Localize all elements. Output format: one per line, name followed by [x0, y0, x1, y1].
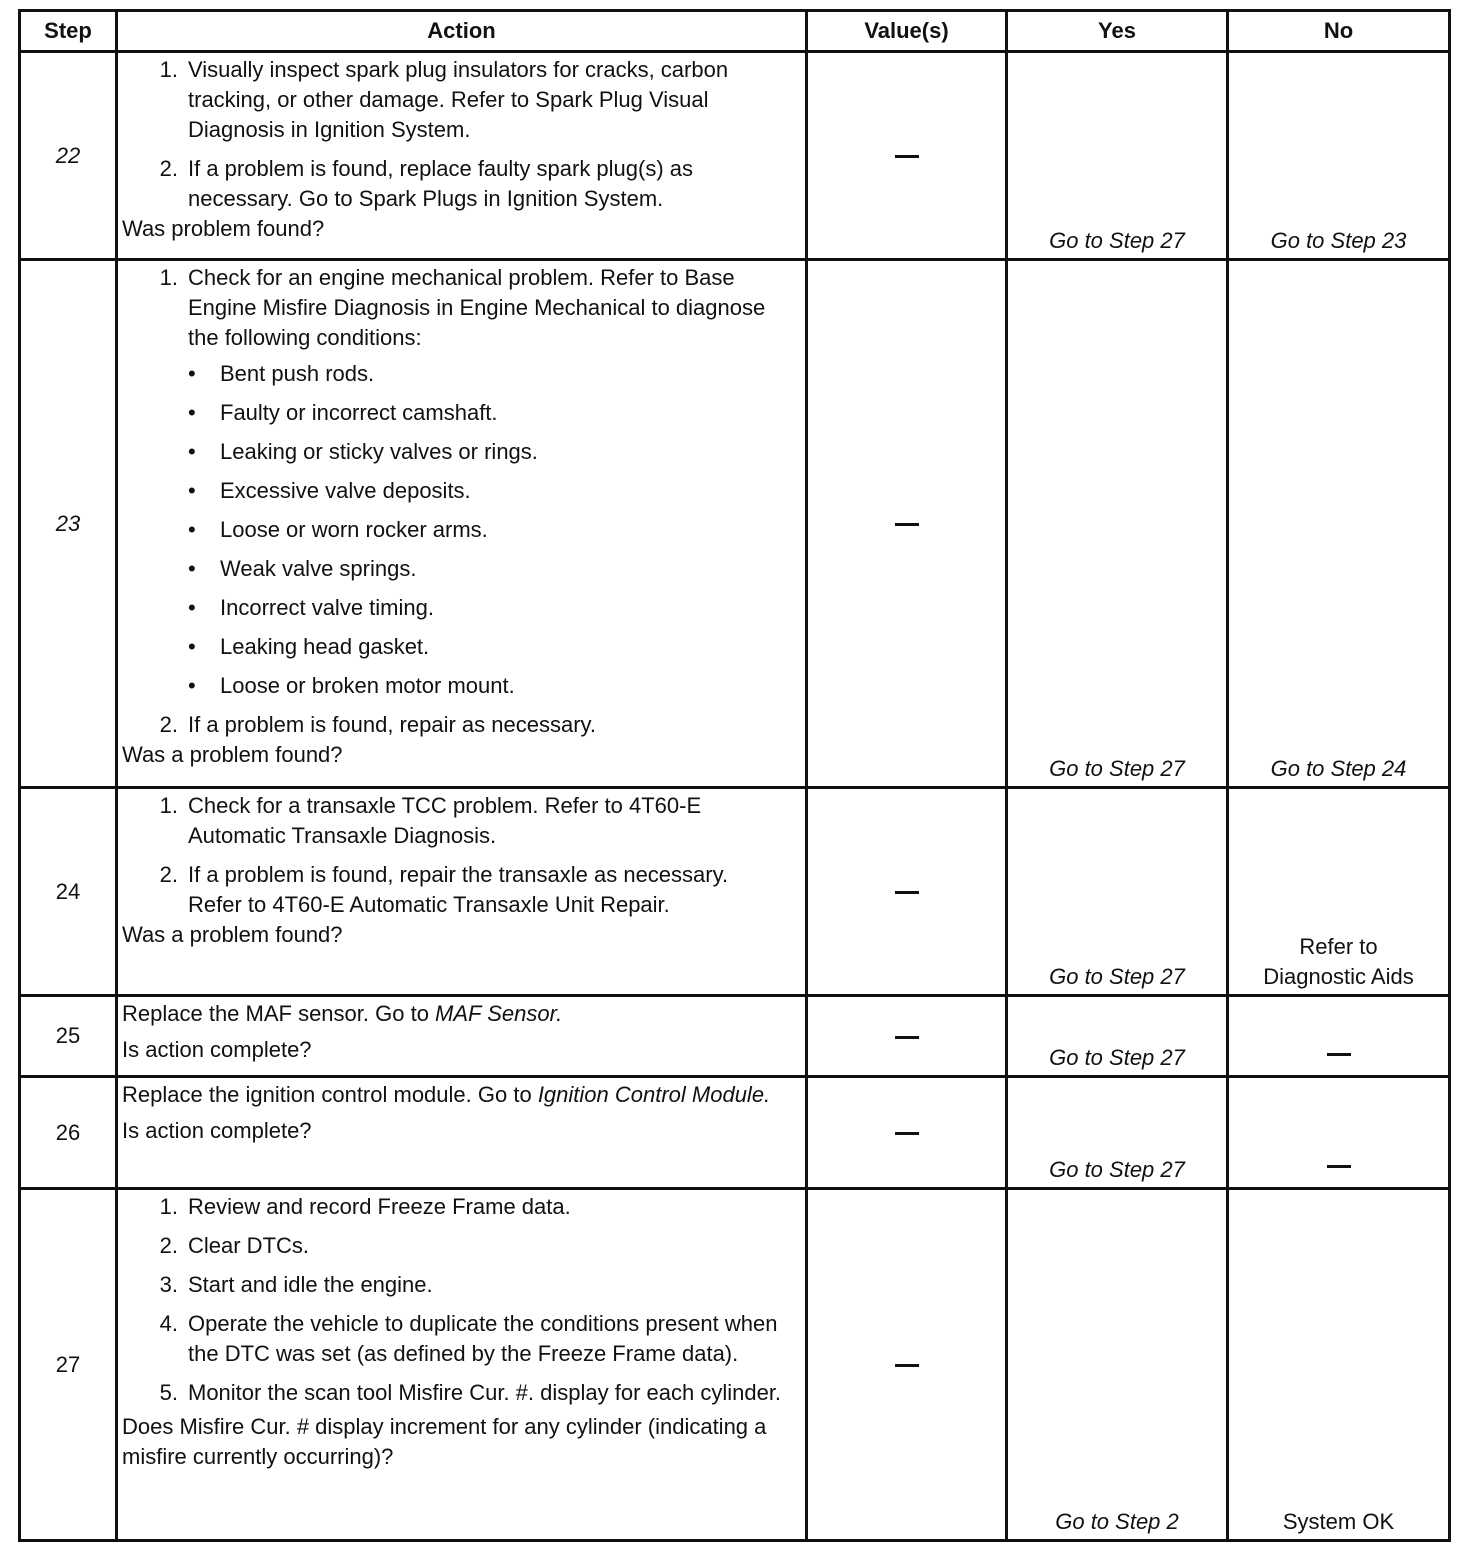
- value-cell: [807, 260, 1007, 788]
- table-row: [20, 996, 1450, 1077]
- step-text: Visually inspect spark plug insulators for cracks, carbon tracking, or other damage. Refer to Spark Plug Visual Diagnosis in Ignition System.: [188, 57, 729, 142]
- action-step: [122, 1231, 793, 1261]
- step-num: 1.: [159, 57, 178, 82]
- step-text-main: Check for an engine mechanical problem. Refer to Base Engine Misfire Diagnosis in Engine Mechanical to diagnose the following conditions:: [188, 265, 766, 350]
- step-text: If a problem is found, repair as necessary.: [188, 712, 597, 737]
- bullet: •: [188, 517, 196, 542]
- step-num: 2.: [159, 1233, 178, 1258]
- no-cell-text: Refer to Diagnostic Aids: [1263, 934, 1414, 989]
- em-dash: [895, 1036, 919, 1039]
- reference-link[interactable]: MAF Sensor.: [435, 1001, 563, 1026]
- list-item: [188, 476, 793, 506]
- action-cell: [117, 1189, 807, 1541]
- no-cell: [1228, 788, 1450, 996]
- table-row: [20, 1077, 1450, 1189]
- action-step: [122, 154, 793, 214]
- bullet: •: [188, 595, 196, 620]
- step-number: 26: [20, 1077, 117, 1189]
- table-row: [20, 52, 1450, 260]
- step-num: 2.: [159, 712, 178, 737]
- no-cell: System OK: [1228, 1189, 1450, 1541]
- value-cell: [807, 996, 1007, 1077]
- list-item: [188, 554, 793, 584]
- value-cell: [807, 1189, 1007, 1541]
- step-num: 1.: [159, 1194, 178, 1219]
- bullet: •: [188, 556, 196, 581]
- header-action: Action: [117, 11, 807, 52]
- em-dash: [895, 155, 919, 158]
- list-item: [188, 632, 793, 662]
- table-header-row: [20, 11, 1450, 52]
- list-item-text: Leaking head gasket.: [220, 634, 430, 659]
- step-num: 1.: [159, 793, 178, 818]
- value-cell: [807, 788, 1007, 996]
- list-item-text: Leaking or sticky valves or rings.: [220, 439, 538, 464]
- action-steps: [122, 55, 793, 214]
- table-row: [20, 1189, 1450, 1541]
- list-item-text: Incorrect valve timing.: [220, 595, 434, 620]
- bullet: •: [188, 673, 196, 698]
- step-text: Check for a transaxle TCC problem. Refer to 4T60-E Automatic Transaxle Diagnosis.: [188, 793, 702, 848]
- step-number: 27: [20, 1189, 117, 1541]
- yes-cell: Go to Step 27: [1007, 1077, 1228, 1189]
- step-number: 22: [20, 52, 117, 260]
- question-text: Was a problem found?: [122, 742, 343, 767]
- list-item-text: Faulty or incorrect camshaft.: [220, 400, 498, 425]
- list-item-text: Bent push rods.: [220, 361, 375, 386]
- em-dash: [895, 1132, 919, 1135]
- question-text: Does Misfire Cur. # display increment for any cylinder (indicating a misfire currently occurring)?: [122, 1414, 767, 1469]
- action-step: [122, 55, 793, 145]
- action-text: [122, 1080, 793, 1110]
- em-dash: [895, 891, 919, 894]
- yes-cell: Go to Step 27: [1007, 788, 1228, 996]
- bullet: •: [188, 400, 196, 425]
- action-step: [122, 710, 793, 740]
- action-step: [122, 1378, 793, 1408]
- yes-cell: Go to Step 27: [1007, 996, 1228, 1077]
- header-yes: Yes: [1007, 11, 1228, 52]
- step-text: Monitor the scan tool Misfire Cur. #. display for each cylinder.: [188, 1380, 782, 1405]
- question-text: Was problem found?: [122, 216, 325, 241]
- step-text: If a problem is found, replace faulty spark plug(s) as necessary. Go to Spark Plugs in Ignition System.: [188, 156, 694, 211]
- step-number: 25: [20, 996, 117, 1077]
- step-text: Review and record Freeze Frame data.: [188, 1194, 571, 1219]
- diagnostic-table: [18, 9, 1451, 1542]
- em-dash: [895, 523, 919, 526]
- action-text: [122, 999, 793, 1029]
- action-step: [122, 1192, 793, 1222]
- action-step: [122, 263, 793, 701]
- question-text: Is action complete?: [122, 1118, 312, 1143]
- no-cell: [1228, 996, 1450, 1077]
- yes-cell: Go to Step 2: [1007, 1189, 1228, 1541]
- list-item: [188, 671, 793, 701]
- yes-cell: Go to Step 27: [1007, 260, 1228, 788]
- action-steps: [122, 1192, 793, 1408]
- no-cell: Go to Step 23: [1228, 52, 1450, 260]
- step-text: Operate the vehicle to duplicate the conditions present when the DTC was set (as defined by the Freeze Frame data).: [188, 1311, 778, 1366]
- yes-cell: Go to Step 27: [1007, 52, 1228, 260]
- header-step: Step: [20, 11, 117, 52]
- bullet: •: [188, 634, 196, 659]
- bullet: •: [188, 361, 196, 386]
- action-steps: [122, 791, 793, 920]
- no-cell: [1228, 1077, 1450, 1189]
- em-dash: [1327, 1053, 1351, 1056]
- step-num: 3.: [159, 1272, 178, 1297]
- em-dash: [1327, 1165, 1351, 1168]
- value-cell: [807, 52, 1007, 260]
- step-number: 23: [20, 260, 117, 788]
- action-step: [122, 860, 793, 920]
- header-no: No: [1228, 11, 1450, 52]
- step-number: 24: [20, 788, 117, 996]
- action-step: [122, 1270, 793, 1300]
- step-num: 4.: [159, 1311, 178, 1336]
- step-num: 2.: [159, 156, 178, 181]
- header-values: Value(s): [807, 11, 1007, 52]
- step-text: Start and idle the engine.: [188, 1272, 433, 1297]
- list-item: [188, 437, 793, 467]
- table-row: [20, 260, 1450, 788]
- action-cell: [117, 260, 807, 788]
- table-row: [20, 788, 1450, 996]
- list-item-text: Weak valve springs.: [220, 556, 417, 581]
- value-cell: [807, 1077, 1007, 1189]
- action-steps: [122, 263, 793, 740]
- bullet: •: [188, 478, 196, 503]
- bullet: •: [188, 439, 196, 464]
- action-step: [122, 791, 793, 851]
- step-text: [188, 263, 793, 701]
- question-text: Was a problem found?: [122, 922, 343, 947]
- step-num: 1.: [159, 265, 178, 290]
- question-text: Is action complete?: [122, 1037, 312, 1062]
- action-cell: [117, 788, 807, 996]
- action-cell: [117, 996, 807, 1077]
- action-cell: [117, 52, 807, 260]
- em-dash: [895, 1364, 919, 1367]
- action-text-main: Replace the MAF sensor. Go to: [122, 1001, 436, 1026]
- action-cell: [117, 1077, 807, 1189]
- step-text: Clear DTCs.: [188, 1233, 310, 1258]
- step-text: If a problem is found, repair the transaxle as necessary. Refer to 4T60-E Automatic Transaxle Unit Repair.: [188, 862, 729, 917]
- action-step: [122, 1309, 793, 1369]
- condition-list: [188, 359, 793, 701]
- list-item: [188, 515, 793, 545]
- reference-link[interactable]: Ignition Control Module.: [537, 1082, 771, 1107]
- step-num: 2.: [159, 862, 178, 887]
- action-text-main: Replace the ignition control module. Go to: [122, 1082, 538, 1107]
- list-item: [188, 398, 793, 428]
- list-item-text: Loose or worn rocker arms.: [220, 517, 488, 542]
- no-cell: Go to Step 24: [1228, 260, 1450, 788]
- list-item-text: Excessive valve deposits.: [220, 478, 471, 503]
- list-item: [188, 593, 793, 623]
- list-item: [188, 359, 793, 389]
- step-num: 5.: [159, 1380, 178, 1405]
- list-item-text: Loose or broken motor mount.: [220, 673, 515, 698]
